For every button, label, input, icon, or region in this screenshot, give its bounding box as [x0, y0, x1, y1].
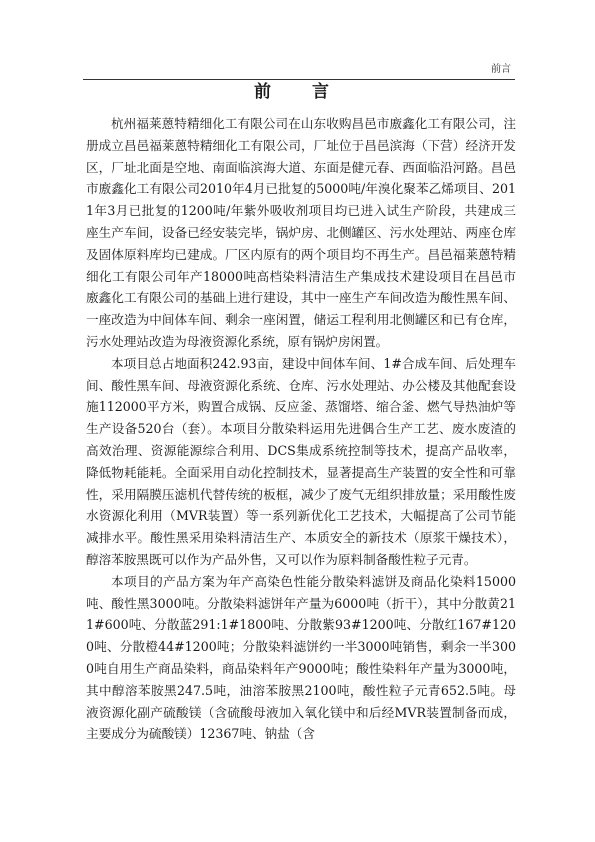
- paragraph-2: 本项目总占地面积242.93亩，建设中间体车间、1#合成车间、后处理车间、酸性黑车间、母液资源化系统、仓库、污水处理站、办公楼及其他配套设施112000平方米，购置合成锅、反应釜、蒸馏塔、缩合釜、燃气导热油炉等生产设备520台（套）。本项目分散染料运用先进偶合生产工艺、废水废渣的高效治理、资源能源综合利用、DCS集成系统控制等技术，提高产品收率，降低物耗能耗。全面采用自动化控制技术，显著提高生产装置的安全性和可靠性，采用隔膜压滤机代替传统的板框，减少了废气无组织排放量；采用酸性废水资源化利用（MVR装置）等一系列新优化工艺技术，大幅提高了公司节能减排水平。酸性黑采用染料清洁生产、本质安全的新技术（原浆干燥技术），醇溶苯胺黑既可以作为产品外售，又可以作为原料制备酸性粒子元青。: [86, 355, 516, 567]
- header-rule: [83, 79, 515, 80]
- page-title: 前 言: [254, 82, 341, 102]
- running-header: 前言: [491, 64, 511, 75]
- paragraph-3: 本项目的产品方案为年产高染色性能分散染料滤饼及商品化染料15000吨、酸性黑3000吨。分散染料滤饼年产量为6000吨（折干），其中分散黄211#600吨、分散蓝291:1#1800吨、分散紫93#1200吨、分散红167#1200吨、分散橙44#1200吨；分散染料滤饼约一半3000吨销售，剩余一半3000吨自用生产商品染料，商品染料年产9000吨；酸性染料年产量为3000吨，其中醇溶苯胺黑247.5吨，油溶苯胺黑2100吨，酸性粒子元青652.5吨。母液资源化副产硫酸镁（含硫酸母液加入氧化镁中和后经MVR装置制备而成，主要成分为硫酸镁）12367吨、钠盐（含: [86, 573, 516, 742]
- document-body: [86, 113, 516, 745]
- paragraph-1: 杭州福莱蒽特精细化工有限公司在山东收购昌邑市廒鑫化工有限公司，注册成立昌邑福莱蒽特精细化工有限公司，厂址位于昌邑滨海（下营）经济开发区，厂址北面是空地、南面临滨海大道、东面是健元春、西面临沿河路。昌邑市廒鑫化工有限公司2010年4月已批复的5000吨/年溴化聚苯乙烯项目、2011年3月已批复的1200吨/年紫外吸收剂项目均已进入试生产阶段，共建成三座生产车间，设备已经安装完毕，锅炉房、北侧罐区、污水处理站、两座仓库及固体原料库均已建成。厂区内原有的两个项目均不再生产。昌邑福莱蒽特精细化工有限公司年产18000吨高档染料清洁生产集成技术建设项目在昌邑市廒鑫化工有限公司的基础上进行建设，其中一座生产车间改造为酸性黑车间、一座改造为中间体车间、剩余一座闲置，储运工程利用北侧罐区和已有仓库，污水处理站改造为母液资源化系统，原有锅炉房闲置。: [86, 116, 516, 349]
